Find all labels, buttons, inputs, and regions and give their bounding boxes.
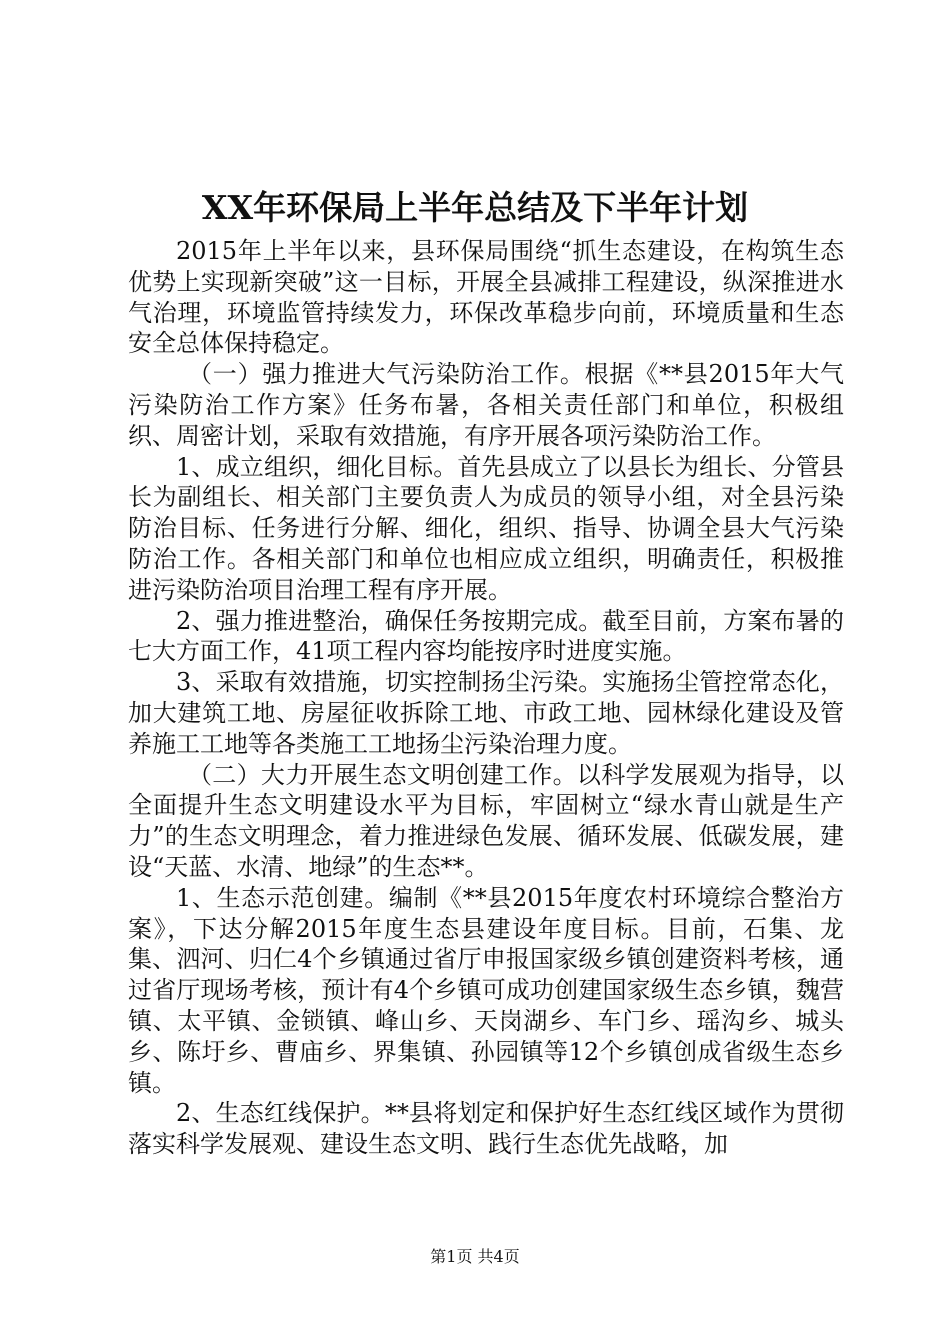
paragraph-1-2: 2、强力推进整治，确保任务按期完成。截至目前，方案布暑的七大方面工作，41项工程内容均能按序时进度实施。	[128, 606, 844, 666]
paragraph-section-2: （二）大力开展生态文明创建工作。以科学发展观为指导，以全面提升生态文明建设水平为目标，牢固树立“绿水青山就是生产力”的生态文明理念，着力推进绿色发展、循环发展、低碳发展，建设“天蓝、水清、地绿”的生态**。	[128, 760, 844, 881]
document-body	[128, 236, 844, 1160]
document-title: XX年环保局上半年总结及下半年计划	[201, 188, 749, 227]
paragraph-2-2: 2、生态红线保护。**县将划定和保护好生态红线区域作为贯彻落实科学发展观、建设生态文明、践行生态优先战略，加	[128, 1099, 844, 1159]
page-number-footer: 第1页 共4页	[430, 1247, 520, 1266]
paragraph-1-1: 1、成立组织，细化目标。首先县成立了以县长为组长、分管县长为副组长、相关部门主要负责人为成员的领导小组，对全县污染防治目标、任务进行分解、细化，组织、指导、协调全县大气污染防治工作。各相关部门和单位也相应成立组织，明确责任，积极推进污染防治项目治理工程有序开展。	[128, 452, 844, 604]
paragraph-section-1: （一）强力推进大气污染防治工作。根据《**县2015年大气污染防治工作方案》任务布暑，各相关责任部门和单位，积极组织、周密计划，采取有效措施，有序开展各项污染防治工作。	[128, 360, 844, 450]
paragraph-2-1: 1、生态示范创建。编制《**县2015年度农村环境综合整治方案》，下达分解2015年度生态县建设年度目标。目前，石集、龙集、泗河、归仁4个乡镇通过省厅申报国家级乡镇创建资料考核，通过省厅现场考核，预计有4个乡镇可成功创建国家级生态乡镇，魏营镇、太平镇、金锁镇、峰山乡、天岗湖乡、车门乡、瑶沟乡、城头乡、陈圩乡、曹庙乡、界集镇、孙园镇等12个乡镇创成省级生态乡镇。	[128, 883, 844, 1097]
paragraph-intro: 2015年上半年以来，县环保局围绕“抓生态建设，在构筑生态优势上实现新突破”这一目标，开展全县减排工程建设，纵深推进水气治理，环境监管持续发力，环保改革稳步向前，环境质量和生态安全总体保持稳定。	[128, 237, 844, 358]
paragraph-1-3: 3、采取有效措施，切实控制扬尘污染。实施扬尘管控常态化，加大建筑工地、房屋征收拆除工地、市政工地、园林绿化建设及管养施工工地等各类施工工地扬尘污染治理力度。	[128, 668, 844, 758]
